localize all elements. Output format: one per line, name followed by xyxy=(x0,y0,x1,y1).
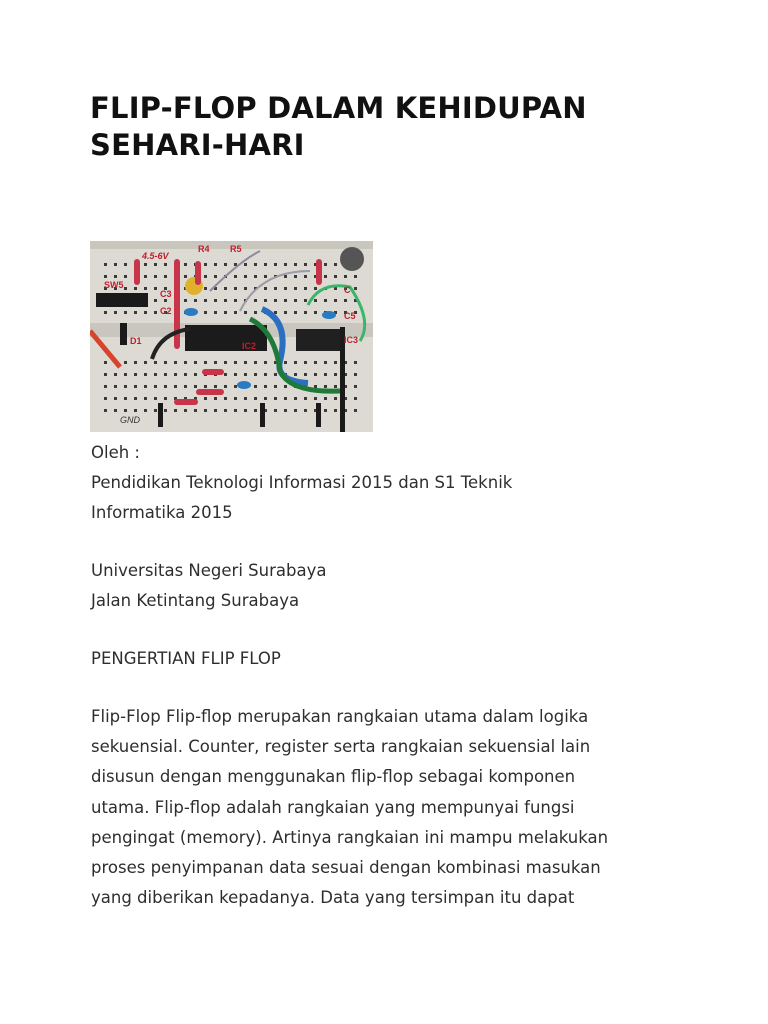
paragraph-line: yang diberikan kepadanya. Data yang tersimpan itu dapat xyxy=(91,888,575,908)
svg-text:GND: GND xyxy=(120,415,140,425)
svg-text:C2: C2 xyxy=(160,306,172,316)
paragraph-line: utama. Flip-flop adalah rangkaian yang mempunyai fungsi xyxy=(91,797,575,817)
svg-text:C: C xyxy=(344,285,351,295)
svg-text:SW5: SW5 xyxy=(104,280,124,290)
breadboard-circuit-image xyxy=(90,241,373,432)
svg-text:IC2: IC2 xyxy=(242,341,257,351)
svg-text:R5: R5 xyxy=(230,244,242,254)
svg-text:C3: C3 xyxy=(160,289,172,299)
paragraph-line: pengingat (memory). Artinya rangkaian ini mampu melakukan xyxy=(91,827,609,847)
paragraph-line: disusun dengan menggunakan flip-flop sebagai komponen xyxy=(91,767,576,787)
svg-text:4.5-6V: 4.5-6V xyxy=(142,251,169,261)
svg-text:R4: R4 xyxy=(198,244,210,254)
document-title: FLIP-FLOP DALAM KEHIDUPAN SEHARI-HARI xyxy=(90,91,587,162)
paragraph-line: sekuensial. Counter, register serta rangkaian sekuensial lain xyxy=(91,737,591,757)
paragraph-line: Flip-Flop Flip-flop merupakan rangkaian utama dalam logika xyxy=(91,707,589,726)
institution-name: Universitas Negeri Surabaya xyxy=(91,561,327,580)
author-line-1: Pendidikan Teknologi Informasi 2015 dan S1 Teknik xyxy=(91,473,513,492)
svg-text:IC3: IC3 xyxy=(344,335,359,345)
author-label: Oleh : xyxy=(91,443,140,462)
svg-text:C5: C5 xyxy=(344,311,356,321)
section-heading: PENGERTIAN FLIP FLOP xyxy=(91,649,281,668)
institution-address: Jalan Ketintang Surabaya xyxy=(91,591,300,610)
author-line-2: Informatika 2015 xyxy=(91,503,233,522)
body-paragraph xyxy=(91,702,691,913)
svg-text:D1: D1 xyxy=(130,336,142,346)
paragraph-line: proses penyimpanan data sesuai dengan kombinasi masukan xyxy=(91,858,601,878)
